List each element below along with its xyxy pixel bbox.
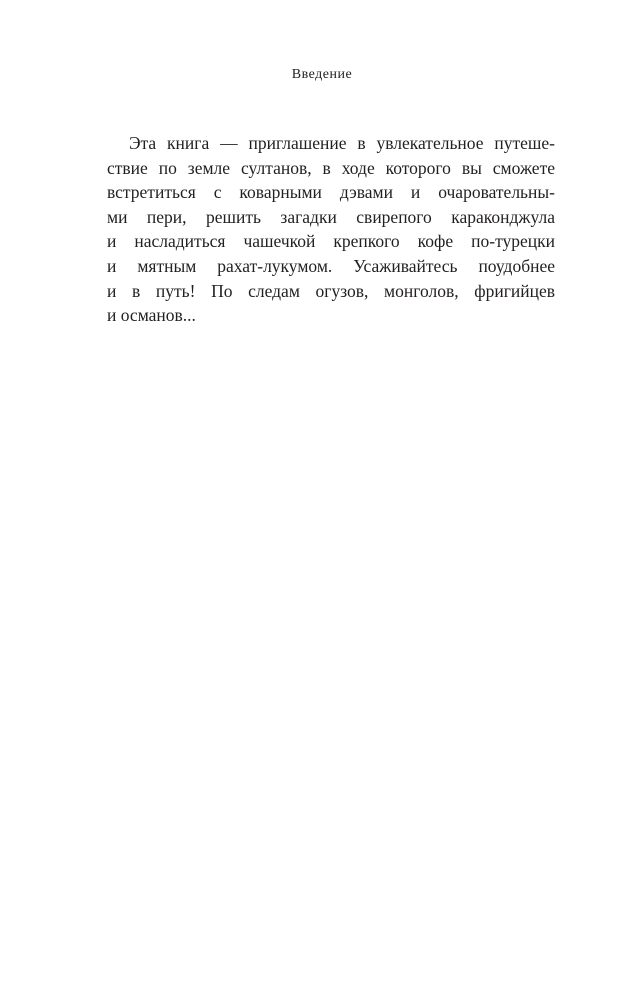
paragraph-line: и османов... [107, 305, 196, 326]
paragraph-line: ми пери, решить загадки свирепого караконджула [107, 206, 555, 227]
paragraph-line: и мятным рахат-лукумом. Усаживайтесь поудобнее [107, 255, 555, 276]
paragraph-line: Эта книга — приглашение в увлекательное путеше- [129, 133, 555, 153]
paragraph-line: встретиться с коварными дэвами и очаровательны- [107, 182, 555, 203]
body-paragraph [107, 131, 555, 328]
paragraph-line: и в путь! По следам огузов, монголов, фригийцев [107, 280, 555, 301]
paragraph-line: и насладиться чашечкой крепкого кофе по-турецки [107, 231, 555, 252]
running-head: Введение [291, 67, 353, 82]
paragraph-line: ствие по земле султанов, в ходе которого вы сможете [107, 157, 555, 178]
